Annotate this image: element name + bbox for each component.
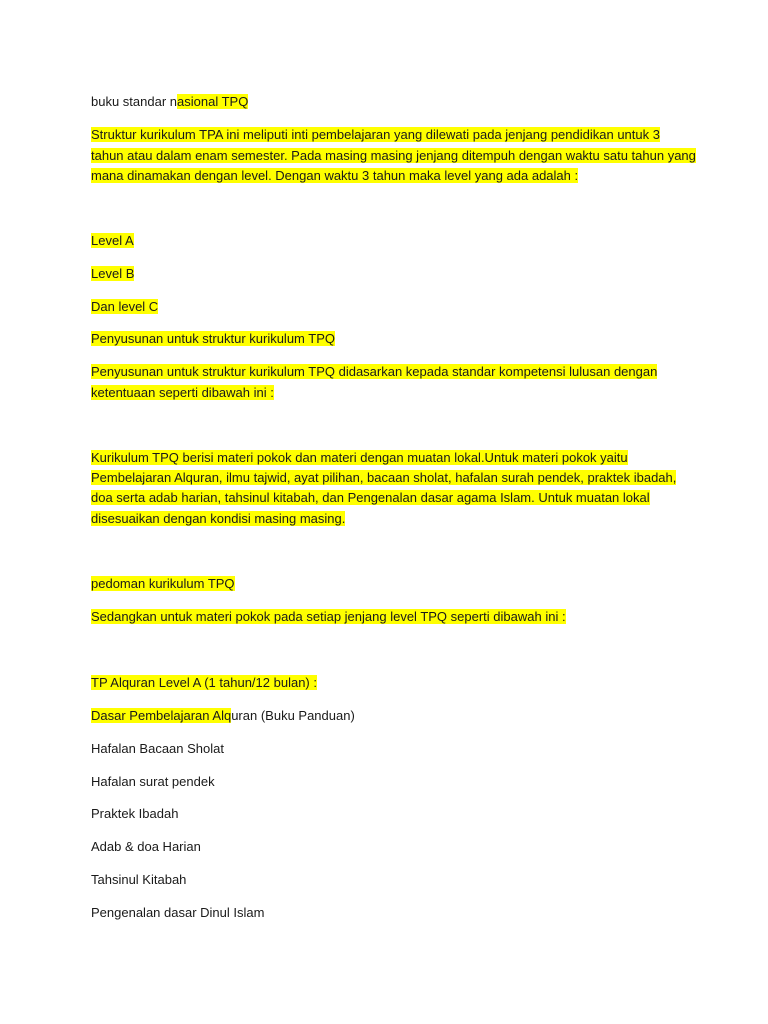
title-highlight: asional TPQ <box>177 94 249 109</box>
curriculum-text: Pembelajaran Alquran, ilmu tajwid, ayat pilihan, bacaan sholat, hafalan surah pendek, praktek ibadah, <box>91 470 677 485</box>
structure-text: Penyusunan untuk struktur kurikulum TPQ didasarkan kepada standar kompetensi lulusan dengan <box>91 364 658 379</box>
curriculum-line-4 <box>91 509 345 529</box>
structure-heading <box>91 329 335 349</box>
level-a-item-2: Hafalan Bacaan Sholat <box>91 741 224 756</box>
level-c-item <box>91 297 158 317</box>
structure-line-1 <box>91 362 657 382</box>
structure-line-2 <box>91 383 274 403</box>
curriculum-line-1 <box>91 448 628 468</box>
title-plain: buku standar n <box>91 94 178 109</box>
guide-heading-text: pedoman kurikulum TPQ <box>91 576 235 591</box>
level-a-item-1 <box>91 706 355 726</box>
level-a-item-5: Adab & doa Harian <box>91 839 201 854</box>
curriculum-text: disesuaikan dengan kondisi masing masing. <box>91 511 346 526</box>
item-highlight: Dasar Pembelajaran Alq <box>91 708 232 723</box>
level-a-item-7: Pengenalan dasar Dinul Islam <box>91 905 265 920</box>
level-a-item-6: Tahsinul Kitabah <box>91 872 187 887</box>
curriculum-line-2 <box>91 468 676 488</box>
intro-line-1 <box>91 125 660 145</box>
level-a-item-3: Hafalan surat pendek <box>91 774 215 789</box>
guide-text <box>91 607 566 627</box>
guide-text-span: Sedangkan untuk materi pokok pada setiap jenjang level TPQ seperti dibawah ini : <box>91 609 566 624</box>
curriculum-text: Kurikulum TPQ berisi materi pokok dan materi dengan muatan lokal.Untuk materi pokok yaitu <box>91 450 628 465</box>
level-label: Level B <box>91 266 135 281</box>
level-b-item <box>91 264 134 284</box>
level-a-heading-text: TP Alquran Level A (1 tahun/12 bulan) : <box>91 675 317 690</box>
structure-text: ketentuaan seperti dibawah ini : <box>91 385 274 400</box>
guide-heading <box>91 574 235 594</box>
intro-line-3 <box>91 166 578 186</box>
intro-line-2 <box>91 146 696 166</box>
level-label: Level A <box>91 233 134 248</box>
structure-heading-text: Penyusunan untuk struktur kurikulum TPQ <box>91 331 335 346</box>
level-a-heading <box>91 673 317 693</box>
document-title <box>91 92 248 112</box>
level-a-item-4: Praktek Ibadah <box>91 806 179 821</box>
intro-text: mana dinamakan dengan level. Dengan waktu 3 tahun maka level yang ada adalah : <box>91 168 579 183</box>
item-plain: uran (Buku Panduan) <box>231 708 355 723</box>
level-a-item <box>91 231 134 251</box>
intro-text: tahun atau dalam enam semester. Pada masing masing jenjang ditempuh dengan waktu satu tahun yang <box>91 148 696 163</box>
curriculum-line-3 <box>91 488 650 508</box>
intro-text: Struktur kurikulum TPA ini meliputi inti pembelajaran yang dilewati pada jenjang pendidikan untuk 3 <box>91 127 660 142</box>
level-label: Dan level C <box>91 299 159 314</box>
curriculum-text: doa serta adab harian, tahsinul kitabah, dan Pengenalan dasar agama Islam. Untuk muatan lokal <box>91 490 650 505</box>
